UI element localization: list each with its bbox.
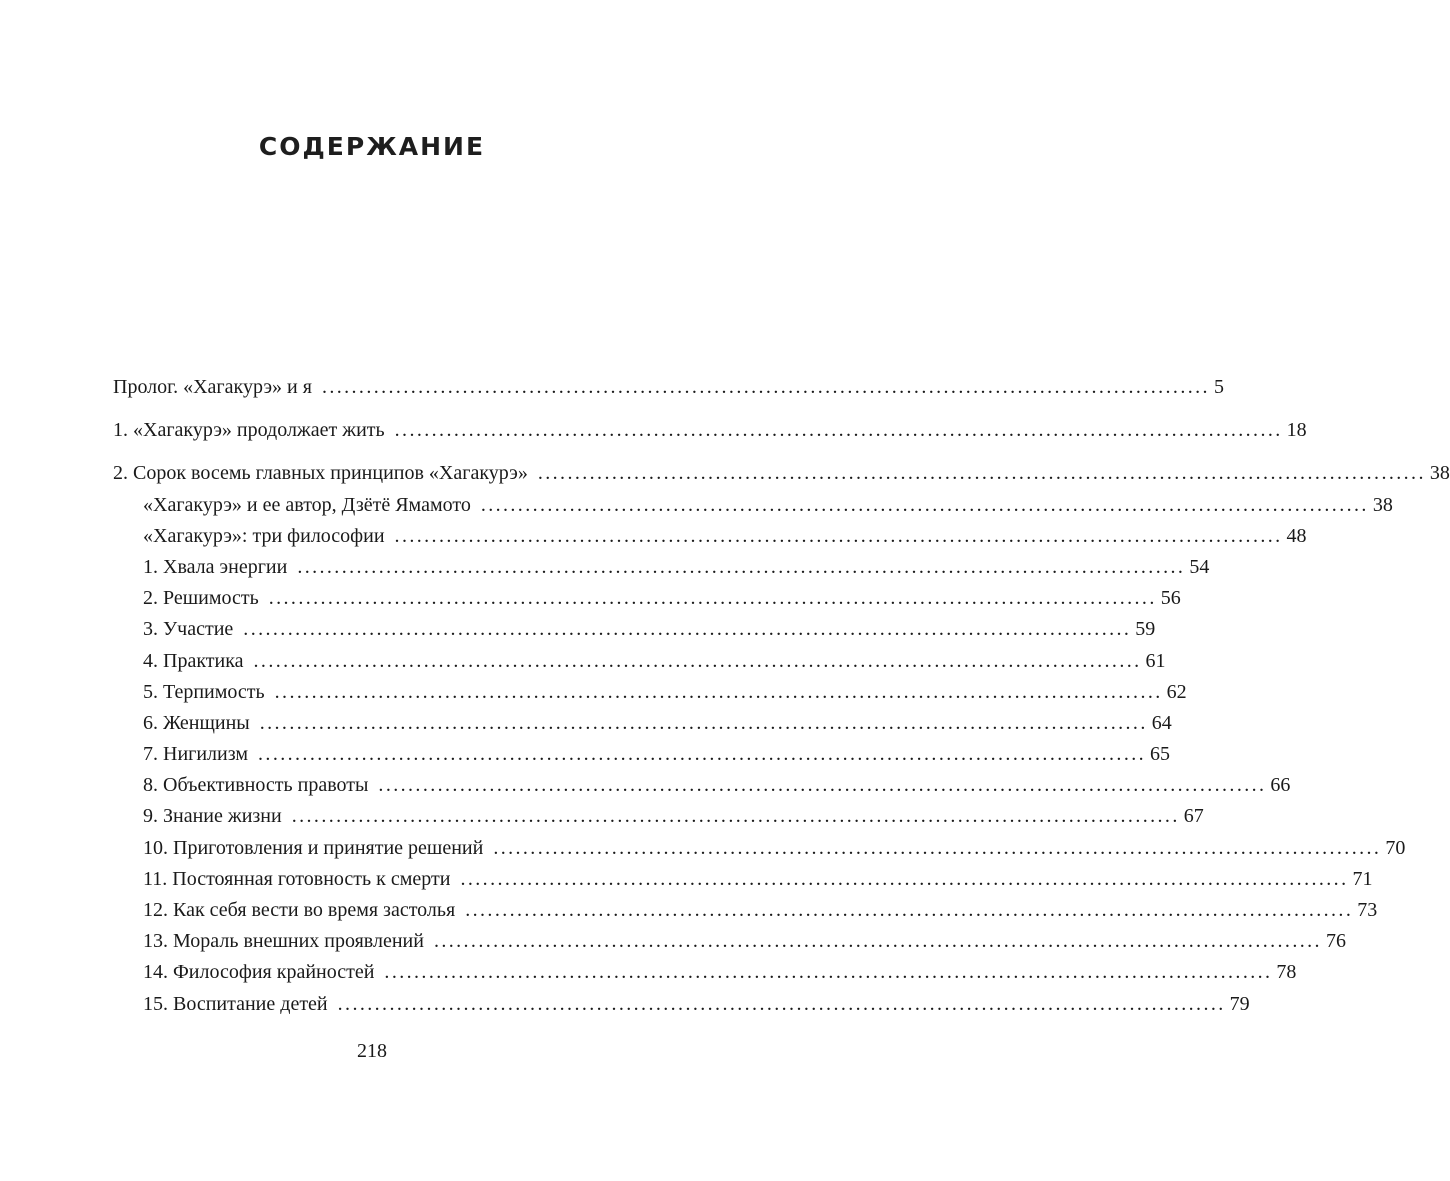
toc-entry-title: 9. Знание жизни <box>143 805 282 828</box>
toc-entry-title: «Хагакурэ» и ее автор, Дзётё Ямамото <box>143 493 471 516</box>
toc-leader-dots: ........................................................................................................................ <box>258 743 1147 766</box>
toc-entry-title: 1. «Хагакурэ» продолжает жить <box>113 419 385 442</box>
toc-leader-dots: ........................................................................................................................ <box>291 805 1180 828</box>
toc-entry <box>113 926 1346 957</box>
toc-entry-page: 48 <box>1286 524 1307 547</box>
toc-entry <box>113 739 1171 770</box>
toc-entry <box>113 895 1378 926</box>
toc-entry-page: 62 <box>1166 680 1187 703</box>
toc-leader-dots: ........................................................................................................................ <box>460 867 1349 890</box>
toc-entry-title: Пролог. «Хагакурэ» и я <box>113 376 312 398</box>
toc-entry <box>113 708 1172 739</box>
toc-entry-title: 8. Объективность правоты <box>143 774 369 797</box>
toc-entry-title: «Хагакурэ»: три философии <box>143 524 385 547</box>
toc-leader-dots: ........................................................................................................................ <box>337 992 1226 1015</box>
toc-entry-page: 71 <box>1352 867 1373 890</box>
toc-entry <box>113 490 1393 521</box>
toc-leader-dots: ........................................................................................................................ <box>394 524 1283 547</box>
toc-leader-dots: ........................................................................................................................ <box>253 649 1142 672</box>
toc-leader-dots: ........................................................................................................................ <box>433 930 1322 953</box>
toc-entry-title: 13. Мораль внешних проявлений <box>143 930 424 953</box>
toc-entry-page: 78 <box>1276 961 1297 984</box>
toc-entry-title: 15. Воспитание детей <box>143 992 328 1015</box>
toc-entry <box>113 614 1156 645</box>
toc-entry <box>113 770 1291 801</box>
toc-entry <box>113 552 1210 583</box>
toc-entry <box>113 521 1307 552</box>
toc-entry-page: 76 <box>1325 930 1346 953</box>
toc-entry <box>113 864 1373 895</box>
toc-leader-dots: ........................................................................................................................ <box>259 711 1148 734</box>
toc-entry-page: 38 <box>1429 462 1450 485</box>
table-of-contents <box>113 372 1450 1020</box>
toc-entry-title: 3. Участие <box>143 618 234 641</box>
toc-entry-title: 2. Сорок восемь главных принципов «Хагакурэ» <box>113 462 528 485</box>
toc-entry-page: 64 <box>1151 711 1172 734</box>
toc-entry-page: 38 <box>1372 493 1393 516</box>
toc-entry-title: 11. Постоянная готовность к смерти <box>143 867 451 890</box>
toc-leader-dots: ........................................................................................................................ <box>378 774 1267 797</box>
toc-entry-page: 70 <box>1385 836 1406 859</box>
toc-leader-dots: ........................................................................................................................ <box>297 555 1186 578</box>
toc-entry <box>113 677 1187 708</box>
toc-entry-title: 7. Нигилизм <box>143 743 249 766</box>
toc-entry-title: 12. Как себя вести во время застолья <box>143 899 456 921</box>
page-title: СОДЕРЖАНИЕ <box>258 132 486 161</box>
toc-entry-page: 67 <box>1183 805 1204 828</box>
toc-entry-page: 65 <box>1150 743 1171 766</box>
toc-entry-page: 66 <box>1270 774 1291 797</box>
toc-leader-dots: ........................................................................................................................ <box>274 680 1163 703</box>
toc-leader-dots: ........................................................................................................................ <box>268 587 1157 610</box>
toc-leader-dots: ........................................................................................................................ <box>493 836 1382 859</box>
toc-leader-dots: ........................................................................................................................ <box>321 376 1210 398</box>
page-number: 218 <box>357 1040 387 1062</box>
toc-entry-title: 4. Практика <box>143 649 244 672</box>
toc-entry-title: 2. Решимость <box>143 587 259 610</box>
toc-entry <box>113 957 1297 988</box>
toc-entry-page: 61 <box>1145 649 1166 672</box>
toc-entry-title: 14. Философия крайностей <box>143 961 375 984</box>
toc-entry <box>113 801 1204 832</box>
toc-entry-page: 59 <box>1135 618 1156 641</box>
toc-entry-page: 56 <box>1160 587 1181 610</box>
toc-entry-title: 5. Терпимость <box>143 680 265 703</box>
toc-leader-dots: ........................................................................................................................ <box>537 462 1426 485</box>
toc-entry-page: 79 <box>1229 992 1250 1015</box>
toc-entry-title: 10. Приготовления и принятие решений <box>143 836 484 859</box>
toc-entry <box>113 415 1307 446</box>
toc-entry-page: 18 <box>1286 419 1307 442</box>
toc-leader-dots: ........................................................................................................................ <box>384 961 1273 984</box>
toc-entry-page: 54 <box>1189 555 1210 578</box>
toc-entry-page: 73 <box>1357 899 1378 921</box>
toc-entry <box>113 833 1406 864</box>
toc-entry-page: 5 <box>1213 376 1224 398</box>
toc-entry <box>113 989 1250 1020</box>
toc-entry <box>113 646 1166 677</box>
toc-leader-dots: ........................................................................................................................ <box>480 493 1369 516</box>
toc-leader-dots: ........................................................................................................................ <box>243 618 1132 641</box>
toc-entry-title: 6. Женщины <box>143 711 250 734</box>
toc-entry <box>113 583 1181 614</box>
toc-entry <box>113 458 1450 489</box>
toc-leader-dots: ........................................................................................................................ <box>394 419 1283 442</box>
toc-entry-title: 1. Хвала энергии <box>143 555 288 578</box>
toc-entry <box>113 372 1224 403</box>
toc-leader-dots: ........................................................................................................................ <box>465 899 1354 921</box>
